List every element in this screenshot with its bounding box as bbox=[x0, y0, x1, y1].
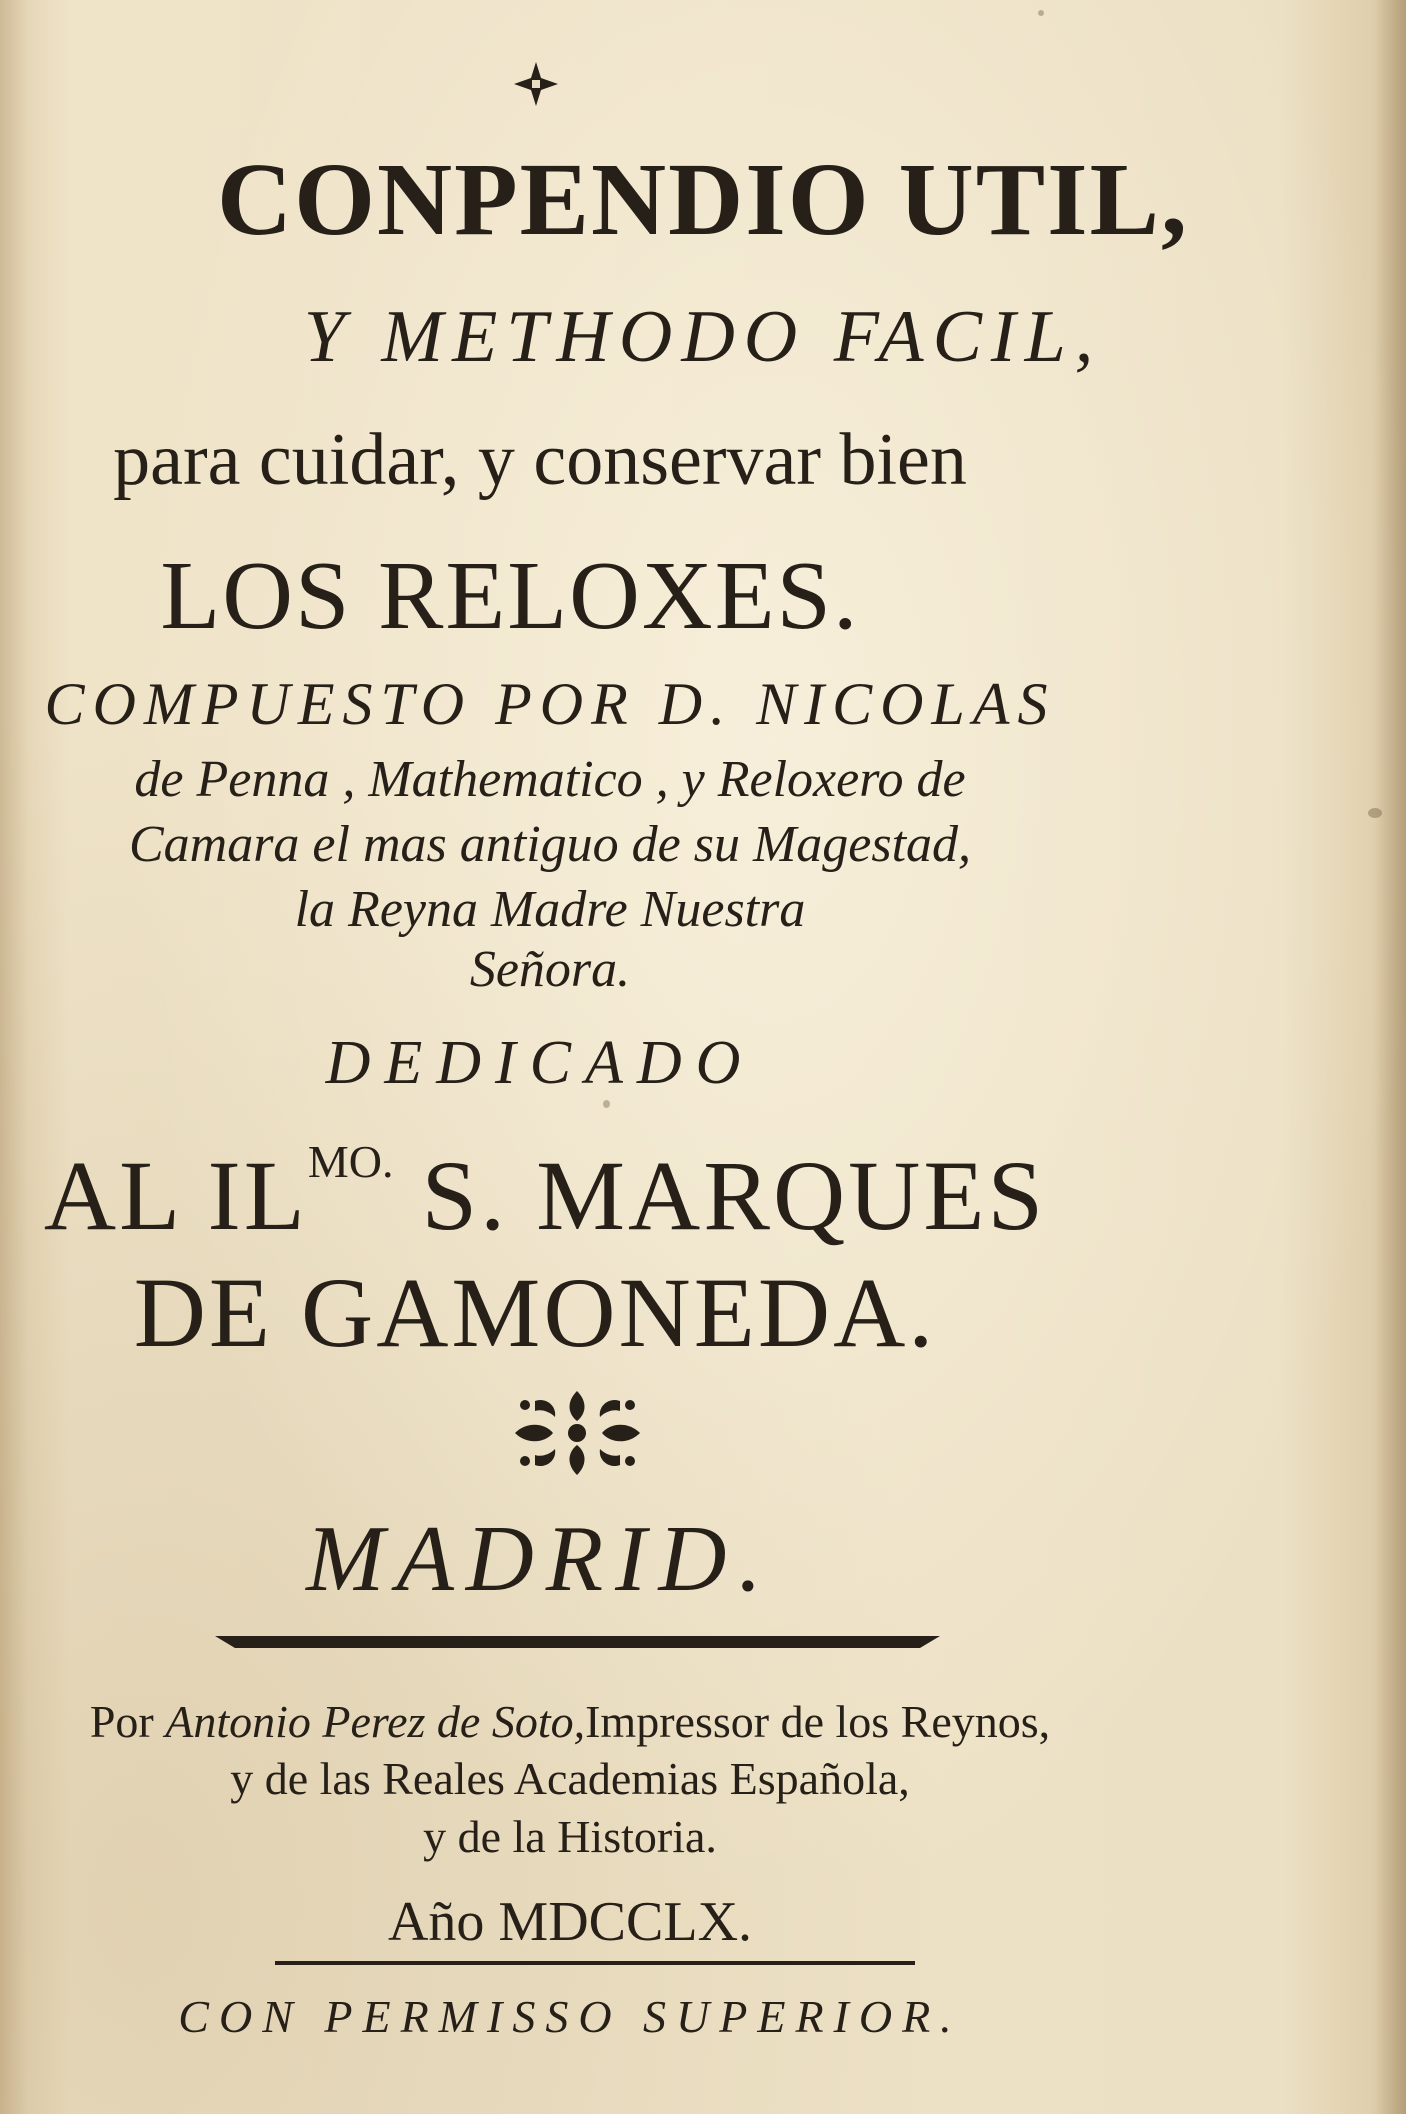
dedication-line-1 bbox=[20, 1135, 1070, 1253]
dedication-line-1-end: S. MARQUES bbox=[393, 1140, 1047, 1251]
imprint-line-2: y de las Reales Academias Española, bbox=[230, 1753, 910, 1804]
dedication-line-2: DE GAMONEDA. bbox=[133, 1257, 937, 1368]
author-line-2: de Penna , Mathematico , y Reloxero de bbox=[134, 751, 966, 808]
dedication-superscript: MO. bbox=[307, 1136, 394, 1187]
imprint-by: Por bbox=[89, 1696, 154, 1747]
ink-speck bbox=[603, 1100, 610, 1108]
author-line-5: Señora. bbox=[469, 941, 631, 998]
imprint-line-1-rest: Impressor de los Reynos, bbox=[585, 1696, 1051, 1747]
year: Año MDCCLX. bbox=[387, 1891, 753, 1953]
dedication-line-1-start: AL IL bbox=[43, 1140, 308, 1251]
floral-ornament-icon bbox=[505, 1383, 650, 1483]
author-line-3: Camara el mas antiguo de su Magestad, bbox=[128, 816, 972, 873]
ink-speck bbox=[1368, 808, 1382, 818]
license: CON PERMISSO SUPERIOR. bbox=[178, 1991, 962, 2042]
imprint-line-1 bbox=[20, 1695, 1120, 1748]
city: MADRID. bbox=[306, 1507, 774, 1611]
imprint-printer: Antonio Perez de Soto, bbox=[165, 1696, 586, 1747]
thin-rule bbox=[275, 1960, 915, 1966]
author-line-4: la Reyna Madre Nuestra bbox=[294, 881, 806, 938]
title-line-4: LOS RELOXES. bbox=[160, 542, 860, 650]
title-line-2: Y METHODO FACIL, bbox=[303, 296, 1103, 378]
author-line-1: COMPUESTO POR D. NICOLAS bbox=[44, 671, 1056, 737]
ink-speck bbox=[1038, 10, 1044, 16]
title-line-3: para cuidar, y conservar bien bbox=[113, 419, 967, 501]
thick-rule bbox=[215, 1632, 940, 1652]
dedication-label: DEDICADO bbox=[325, 1029, 755, 1097]
title-line-1: CONPENDIO UTIL, bbox=[217, 142, 1189, 257]
cross-ornament-icon bbox=[510, 58, 562, 110]
imprint-line-3: y de la Historia. bbox=[423, 1811, 717, 1862]
